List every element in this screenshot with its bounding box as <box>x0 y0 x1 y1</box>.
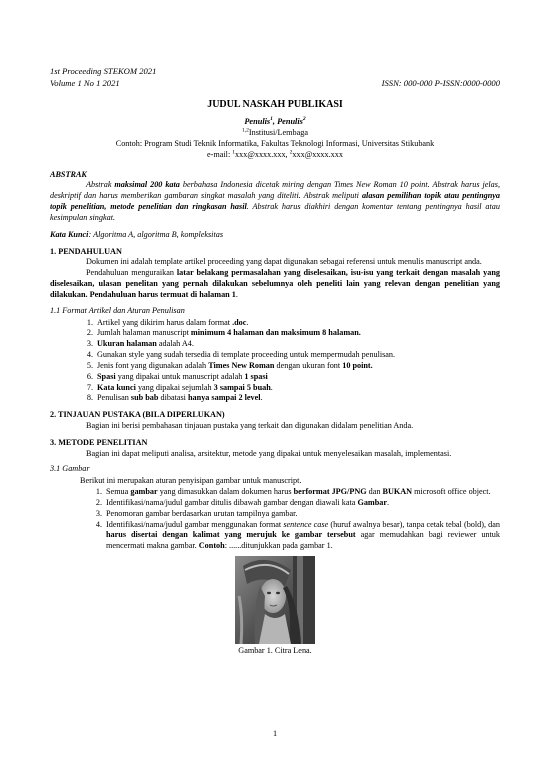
section-heading-1: 1. PENDAHULUAN <box>50 246 122 256</box>
figure-rules-intro: Berikut ini merupakan aturan penyisipan gambar untuk manuscript. <box>80 476 302 486</box>
figure-caption: Gambar 1. Citra Lena. <box>238 646 312 656</box>
article-body <box>50 98 500 657</box>
section-heading-3: 3. METODE PENELITIAN <box>50 437 148 447</box>
list-item: 3. Ukuran halaman adalah A4. <box>86 339 194 349</box>
list-item: 8. Penulisan sub bab dibatasi hanya sampai 2 level. <box>86 393 263 403</box>
volume-label: Volume 1 No 1 2021 <box>50 77 120 88</box>
subsection-heading-3-1: 3.1 Gambar <box>50 464 90 474</box>
institution-line: $^{1,2}$Institusi/Lembaga <box>242 127 308 138</box>
article-title: JUDUL NASKAH PUBLIKASI <box>207 99 343 110</box>
email-line: e-mail: $^1$xxx@xxxx.xxx, $^2$xxx@xxxx.xxx <box>207 149 343 159</box>
page-number: 1 <box>272 729 278 738</box>
figure-lena <box>50 556 500 657</box>
intro-paragraph-1: Dokumen ini adalah template artikel proceeding yang dapat digunakan sebagai referensi untuk menulis manuscript anda. <box>86 257 482 267</box>
list-item: 4. Gunakan style yang sudah tersedia di template proceeding untuk mempermudah penulisan. <box>86 350 396 360</box>
abstract-heading: ABSTRAK <box>50 169 87 179</box>
list-item: 6. Spasi yang dipakai untuk manuscript adalah 1 spasi <box>86 371 268 381</box>
list-item: 7. Kata kunci yang dipakai sejumlah 3 sampai 5 buah. <box>86 382 273 392</box>
issn-label: ISSN: 000-000 P-ISSN:0000-0000 <box>381 77 500 88</box>
affiliation-line: Contoh: Program Studi Teknik Informatika, Fakultas Teknologi Informasi, Universitas Stikubank <box>115 138 435 148</box>
author-line: Penulis$^1$, Penulis$^2$ <box>244 116 306 127</box>
list-item: 4. Identifikasi/nama/judul gambar menggunakan format sentence case (huruf awalnya besar), tanpa cetak tebal (bold), dan harus disertai dengan kalimat yang merujuk ke gambar tersebut agar memudahkan bagi reviewer untuk mencermati makna gambar. Contoh: ......ditunjukkan pada gambar 1. <box>95 519 500 551</box>
keywords-line: Kata Kunci: Algoritma A, algoritma B, kompleksitas <box>50 229 224 239</box>
proceeding-label: 1st Proceeding STEKOM 2021 <box>50 66 157 76</box>
list-item: 2. Jumlah halaman manuscript minimum 4 halaman dan maksimum 8 halaman. <box>86 328 361 338</box>
format-rules-list <box>77 318 500 405</box>
section-heading-2: 2. TINJAUAN PUSTAKA (BILA DIPERLUKAN) <box>50 410 225 420</box>
intro-paragraph-2: Pendahuluan menguraikan latar belakang permasalahan yang diselesaikan, isu-isu yang terkait dengan masalah yang diselesaikan, ulasan penelitan yang pernah dilakukan sebelumnya oleh peneliti lain yang relevan dengan penelitian yang dilakukan. Pendahuluan harus termuat di halaman 1. <box>50 268 500 299</box>
list-item: 5. Jenis font yang digunakan adalah Times New Roman dengan ukuran font 10 point. <box>86 360 373 370</box>
figure-rules-list <box>86 487 500 552</box>
method-paragraph: Bagian ini dapat meliputi analisa, arsitektur, metode yang dipakai untuk menyelesaikan masalah, implementasi. <box>86 448 452 458</box>
list-item: 1. Semua gambar yang dimasukkan dalam dokumen harus berformat JPG/PNG dan BUKAN microsoft office object. <box>95 487 491 497</box>
abstract-text: Abstrak maksimal 200 kata berbahasa Indonesia dicetak miring dengan Times New Roman 10 point. Abstrak harus jelas, deskriptif dan harus memberikan gambaran singkat masalah yang diteliti. Abstrak meliputi alasan pemilihan topik atau pentingnya topik penelitian, metode penelitian dan ringkasan hasil. Abstrak harus diakhiri dengan komentar tentang pentingnya hasil atau kesimpulan singkat. <box>50 180 500 222</box>
literature-paragraph: Bagian ini berisi pembahasan tinjauan pustaka yang terkait dan digunakan didalam penelitian Anda. <box>86 421 414 430</box>
list-item: 2. Identifikasi/nama/judul gambar ditulis dibawah gambar dengan diawali kata Gambar. <box>95 497 390 507</box>
list-item: 1. Artikel yang dikirim harus dalam format .doc. <box>86 317 249 327</box>
list-item: 3. Penomoran gambar berdasarkan urutan tampilnya gambar. <box>95 508 298 518</box>
subsection-heading-1-1: 1.1 Format Artikel dan Aturan Penulisan <box>50 305 185 315</box>
page-header <box>50 66 500 89</box>
lena-image <box>235 556 315 644</box>
